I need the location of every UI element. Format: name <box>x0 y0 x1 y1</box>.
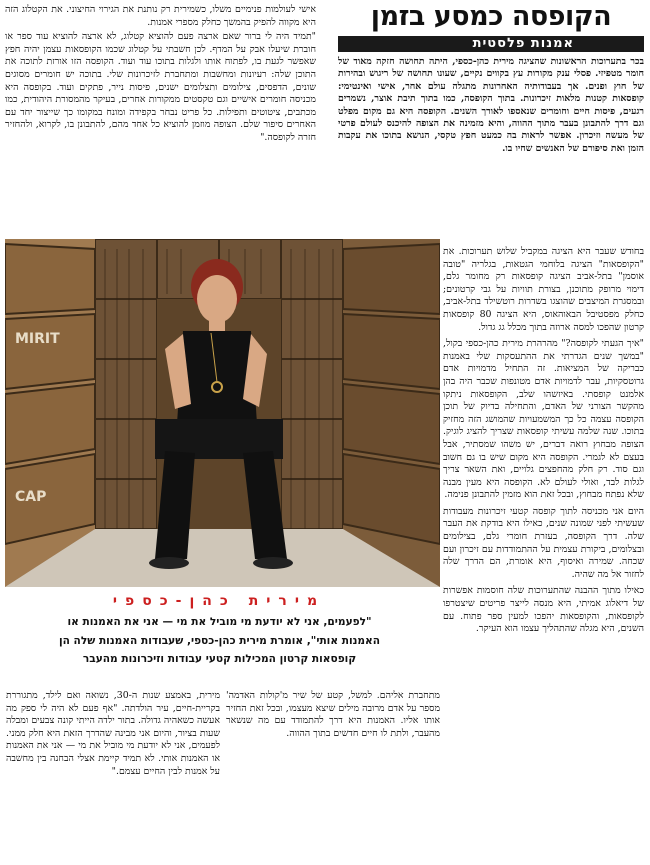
caption-line: "לפעמים, אני לא יודעת מי מוביל את מי — אני את האמנות או <box>67 616 372 628</box>
bottom-left-column <box>6 690 220 860</box>
body-paragraph: היום אני מכניסה לתוך קופסה קטעי זיכרונות מעבודות שעשיתי לפני שמונה שנים, כאילו היא בודקת את העבר שלה. דרך הקופסה, בעזרת חומרי גלם, בצילומים ובצלומים, ביקורת עצמית על ההתמודדות עם זיכרון ועם שכחה. שמירה ואיסוף, היא אומרת, הם הדרך שלה לחזור אל מה שהיה. <box>443 505 644 580</box>
lead-column <box>5 4 316 230</box>
body-paragraph: בחודש שעבר היא הציגה במקביל שלוש תערוכות. את "הקופסאות" הציגה בלוחמי הגטאות, בגלריה "טובה אוסמן" בתל-אביב הציגה קופסאות רק מחומר גלם, דימוי מרופק מתוכנן, בצורת תוויות על גבי קרטונים; ובמסגרת המיצבים שהוצגו בשדרות רוטשילד בתל-אביב, כחלק מפסטיבל הבאוהאוס, היא הציגה 80 קופסאות קרטון שהפכו למסה ארוזה בתוך מכלל גג גדול. <box>443 246 644 333</box>
artist-photo <box>5 239 440 587</box>
photo-caption <box>6 613 433 688</box>
bottom-middle-column <box>226 690 440 860</box>
body-paragraph: מירית, באמצע שנות ה-30, נשואה ואם לילד, מתגוררת בקריית-חיים, עיר הולדתה. "אף פעם לא היה לי ספק מה אעשה כשאהיה גדולה. בתור ילדה הייתי קונה צבעים ומבלה שעות בציור, והיום אני מבינה שהדרך הזאת היא חלק ממני. לפעמים, אני לא יודעת מי מוביל את מי — אני את האמנות או האמנות אותי. לא תמיד קיימת אצלי הבחנה בין מחשבה על אמנות לבין החיים עצמם." <box>6 690 220 777</box>
lead-paragraph: "תמיד היה לי ברור שאם ארצה פעם להוציא קטלוג, לא ארצה להוציא עוד ספר או חוברת שיעלו אבק על המדף. לכן חשבתי על קטלוג שכמו הקופסאות עצמן יהיה חפץ שאפשר לגעת בו, לפתוח אותו ולגלות בתוכו עוד ועוד. הקופסה הזו אורזת לתוכה את התוכן שלה: רעיונות ומחשבות ומתחברת לזיכרונות שלי. בתוכה יש חומרים מסוגים שונים, הדפסים, צילומים ותצלומים ישנים, פיסות נייר, פתקים ועוד. בקופסה היא מכניסה חומרים אישיים וגם טקסטים ממקורות אחרים, בעיקר מהמסורת היהודית, כמו מכתבים, ציטוטים ותפילות. כל פריט נבחר בקפידה ומונח במקומו כך שייצור יחד עם האחרים סיפור שלם. הצופה מוזמן להוציא כל אחד מהם, להתבונן בו, לקרוא, ולהחזיר חזרה לקופסה." <box>5 31 316 143</box>
intro-paragraph: בכר בתערוכות הראשונות שהציגה מירית כהן-כספי, היתה תחושה חזקה מאוד של חומר מטפיזי. פסלי ענק מקורות עץ בקווים נקיים, שעונו תחושה של ריגוש ובהירות של חוץ ופנים. אך בעבודותיה האחרונות מתגלה עולם אחר, אישי ואינטימי: קופסאות קטנות מלאות זיכרונות. בתוך הקופסה, כמו בתוך תיבת אוצר, נשמרים רגעים, פיסות חיים וחומרים שנאספו לאורך השנים. הקופסה היא גם מקום מפלט וגם דרך להתבונן בעבר מתוך ההווה, והיא מזמינה את הצופה להיכנס לעולם פרטי של מעשה וזיכרון. אפשר לראות בה כמעט חפץ טקסי, הנושא בתוכו את עקבות הזמן ואת סיפורם של האנשים שחיו בו. <box>338 56 644 154</box>
section-subtitle: אמנות פלסטית <box>338 36 644 52</box>
body-paragraph: כאילו מתוך ההבנה שהתערוכות שלה חוסמות אפשרות של דיאלוג אמיתי, היא מנסה לייצר פריטים שיצטרפו לקופסאות, והקופסאות יהפכו למעין ספר פתוח. עם השנים, היא מגלה שהתהליך עצמו הוא העיקר. <box>443 585 644 635</box>
body-paragraph: "איך הגעתי לקופסה?" מהרהרת מירית כהן-כספי בקול, "במשך שנים הגדרתי את ההתעסקות שלי באמנות כבריקה של המציאות. זה התחיל מדמויות אדם גרוטסקיות, עבר לדמויות אדם מטונפות שכבר היה בהן אלמנט קופסתי. באיזשהו שלב, הקופסאות ניתקו מהקשר הצורני של האדם, והתחילה בדיוק של תוכן הקופסה עצמה כל כך המשמעויות שהמושג הזה מחזיק בתוכו. שנה שלמה עשיתי קופסאות שצריך להציג לוגיק. הצופה מבחוץ רואה דברים, יש משהו שמסתיר, אבל בעצם לא לגמרי. הקופסה היא מקום שיש בו גם חשוב וגם סוד. רק חלק מהחפצים גלויים, ואת השאר צריך לגלות לבד, ואולי לעולם לא. הקופסה היא מעין מבנה שלא נפתח מבחוץ, ובכל זאת הוא מזמין להתבונן פנימה. <box>443 338 644 501</box>
caption-line: האמנות אותי", אומרת מירית כהן-כספי, שעבודות האמנות שלה הן <box>58 634 381 647</box>
artist-name-strip: מירית כהן-כספי <box>112 593 326 609</box>
lead-paragraph: אישי לעולמות פנימיים משלו, כשמירית רק נותנת את הגירוי החיצוני. את הקטלוג הזה היא מקווה להפיק בהמשך כחלק מספרי אמנות. <box>5 4 316 28</box>
article-title: הקופסה כמסע בזמן <box>370 1 612 32</box>
right-column <box>443 246 644 856</box>
caption-line: קופסאות קרטון המכילות קטעי עבודות וזיכרונות מהעבר <box>82 653 357 665</box>
photo-box-label: MIRIT <box>15 331 60 347</box>
body-paragraph: מתחברת אליהם. למשל, קטע של שיר מ'קולות האדמה' מספר על אדם מרובה מילים שיצא מעצמו, ובכל זאת החזיר אותו אליו. האמנות היא דרך להתמודד עם מה שנשאר מהעבר, ולתת לו חיים חדשים בתוך ההווה. <box>226 690 440 739</box>
photo-box-label: CAP <box>15 489 47 505</box>
